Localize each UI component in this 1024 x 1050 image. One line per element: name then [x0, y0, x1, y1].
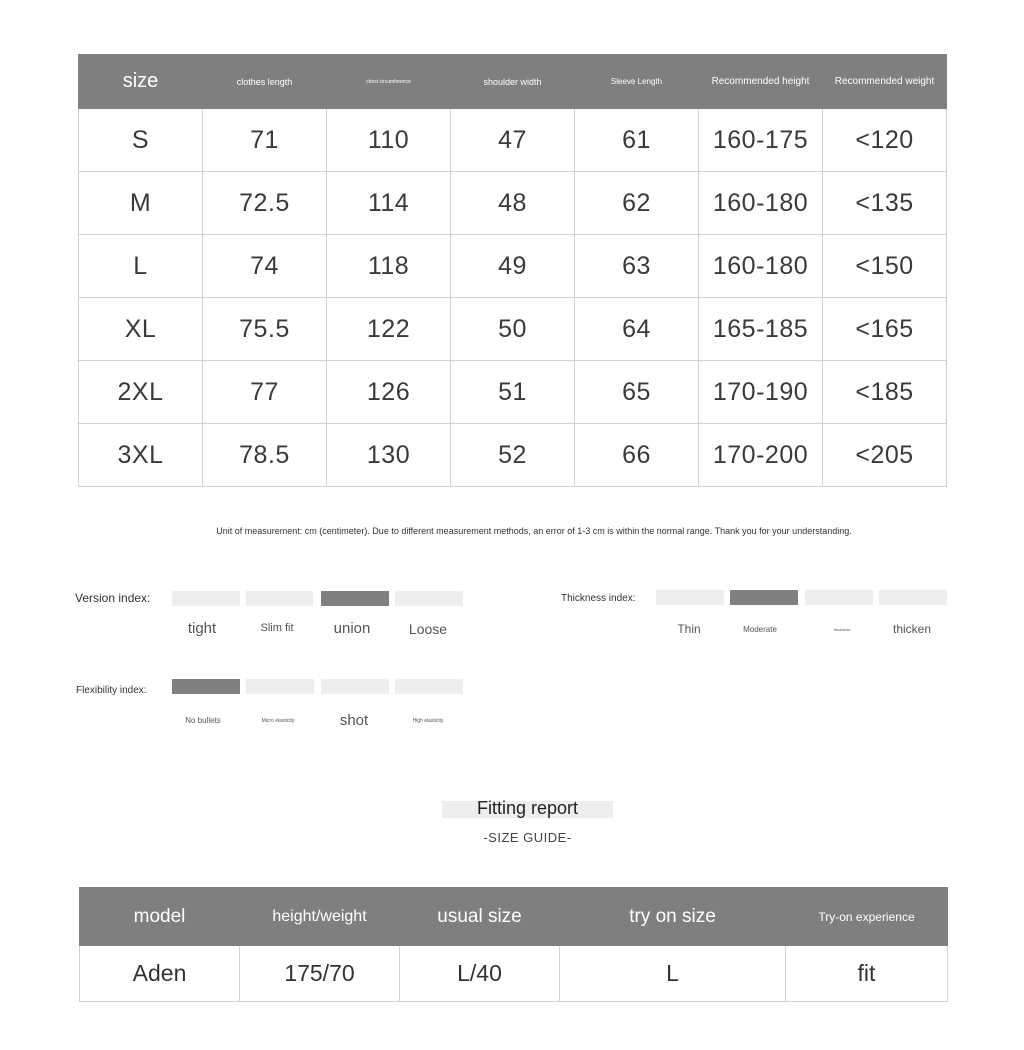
cell-weight: <135: [823, 172, 947, 235]
cell-clothes-length: 78.5: [203, 424, 327, 487]
flexibility-bar-micro-elasticity: [246, 679, 314, 694]
header-model: model: [80, 888, 240, 946]
cell-sleeve: 61: [575, 109, 699, 172]
version-option-tight: tight: [187, 620, 217, 637]
cell-size: XL: [79, 298, 203, 361]
cell-chest: 114: [327, 172, 451, 235]
cell-sleeve: 65: [575, 361, 699, 424]
cell-size: M: [79, 172, 203, 235]
cell-weight: <205: [823, 424, 947, 487]
cell-height: 170-200: [699, 424, 823, 487]
version-bar-slim-fit: [246, 591, 313, 606]
table-row: [79, 172, 947, 235]
cell-usual-size: L/40: [400, 946, 560, 1002]
thickness-option-thin: Thin: [677, 622, 701, 636]
cell-height-weight: 175/70: [240, 946, 400, 1002]
fitting-report-title: [442, 798, 613, 818]
cell-height: 170-190: [699, 361, 823, 424]
cell-height: 160-180: [699, 235, 823, 298]
cell-height: 165-185: [699, 298, 823, 361]
cell-weight: <165: [823, 298, 947, 361]
cell-shoulder: 48: [451, 172, 575, 235]
table-row: [79, 361, 947, 424]
fitting-header-row: [80, 888, 948, 946]
cell-size: 3XL: [79, 424, 203, 487]
cell-clothes-length: 75.5: [203, 298, 327, 361]
size-guide-subtitle: -SIZE GUIDE-: [483, 830, 572, 845]
cell-sleeve: 64: [575, 298, 699, 361]
table-row: [79, 424, 947, 487]
thickness-bar-thickness: [805, 590, 873, 605]
cell-shoulder: 47: [451, 109, 575, 172]
header-try-on-size: try on size: [560, 888, 786, 946]
cell-chest: 110: [327, 109, 451, 172]
flexibility-bar-no-bullets-selected: [172, 679, 240, 694]
header-size: size: [79, 55, 203, 109]
cell-shoulder: 51: [451, 361, 575, 424]
header-clothes-length: clothes length: [203, 55, 327, 109]
cell-chest: 122: [327, 298, 451, 361]
cell-chest: 118: [327, 235, 451, 298]
cell-clothes-length: 72.5: [203, 172, 327, 235]
thickness-option-thickness: thickness: [833, 627, 851, 632]
header-shoulder-width: shoulder width: [451, 55, 575, 109]
flexibility-option-no-bullets: No bullets: [185, 716, 221, 725]
version-option-slim-fit: Slim fit: [260, 622, 294, 634]
cell-shoulder: 50: [451, 298, 575, 361]
header-try-on-experience: Try-on experience: [786, 888, 948, 946]
cell-weight: <150: [823, 235, 947, 298]
thickness-bar-thicken: [879, 590, 947, 605]
cell-height: 160-175: [699, 109, 823, 172]
cell-weight: <185: [823, 361, 947, 424]
thickness-option-thicken: thicken: [892, 622, 932, 636]
table-row: [79, 298, 947, 361]
cell-height: 160-180: [699, 172, 823, 235]
version-bar-loose: [395, 591, 463, 606]
cell-shoulder: 52: [451, 424, 575, 487]
version-bar-union-selected: [321, 591, 389, 606]
fitting-report-table: [79, 887, 948, 1002]
cell-shoulder: 49: [451, 235, 575, 298]
cell-model: Aden: [80, 946, 240, 1002]
cell-weight: <120: [823, 109, 947, 172]
header-usual-size: usual size: [400, 888, 560, 946]
cell-sleeve: 63: [575, 235, 699, 298]
table-row: [80, 946, 948, 1002]
header-height-weight: height/weight: [240, 888, 400, 946]
cell-clothes-length: 77: [203, 361, 327, 424]
thickness-bar-moderate-selected: [730, 590, 798, 605]
flexibility-option-micro-elasticity: Micro elasticity: [261, 718, 295, 724]
thickness-index-label: Thickness index:: [561, 593, 636, 604]
version-index-label: Version index:: [75, 591, 151, 605]
cell-chest: 126: [327, 361, 451, 424]
header-sleeve-length: Sleeve Length: [575, 55, 699, 109]
header-chest-circumference: chest circumference: [327, 55, 451, 109]
thickness-option-moderate: Moderate: [743, 625, 777, 634]
cell-try-on-size: L: [560, 946, 786, 1002]
header-recommended-weight: Recommended weight: [823, 55, 947, 109]
table-row: [79, 235, 947, 298]
cell-size: 2XL: [79, 361, 203, 424]
flexibility-index-label: Flexibility index:: [76, 685, 147, 696]
measurement-note: Unit of measurement: cm (centimeter). Due to different measurement methods, an error of 1-3 cm is within the normal range. Thank you for your understanding.: [216, 526, 852, 536]
version-option-union: union: [333, 620, 371, 637]
cell-sleeve: 62: [575, 172, 699, 235]
cell-clothes-length: 74: [203, 235, 327, 298]
size-chart-header-row: [79, 55, 947, 109]
cell-clothes-length: 71: [203, 109, 327, 172]
fitting-report-title-text: Fitting report: [476, 798, 579, 818]
version-option-loose: Loose: [408, 621, 448, 637]
flexibility-option-high-elasticity: High elasticity: [412, 718, 444, 724]
flexibility-bar-shot: [321, 679, 389, 694]
header-recommended-height: Recommended height: [699, 55, 823, 109]
flexibility-option-shot: shot: [339, 712, 369, 729]
cell-size: L: [79, 235, 203, 298]
cell-chest: 130: [327, 424, 451, 487]
table-row: [79, 109, 947, 172]
thickness-bar-thin: [656, 590, 724, 605]
version-bar-tight: [172, 591, 240, 606]
cell-sleeve: 66: [575, 424, 699, 487]
size-chart-table: [78, 54, 947, 487]
flexibility-bar-high-elasticity: [395, 679, 463, 694]
cell-try-on-experience: fit: [786, 946, 948, 1002]
cell-size: S: [79, 109, 203, 172]
